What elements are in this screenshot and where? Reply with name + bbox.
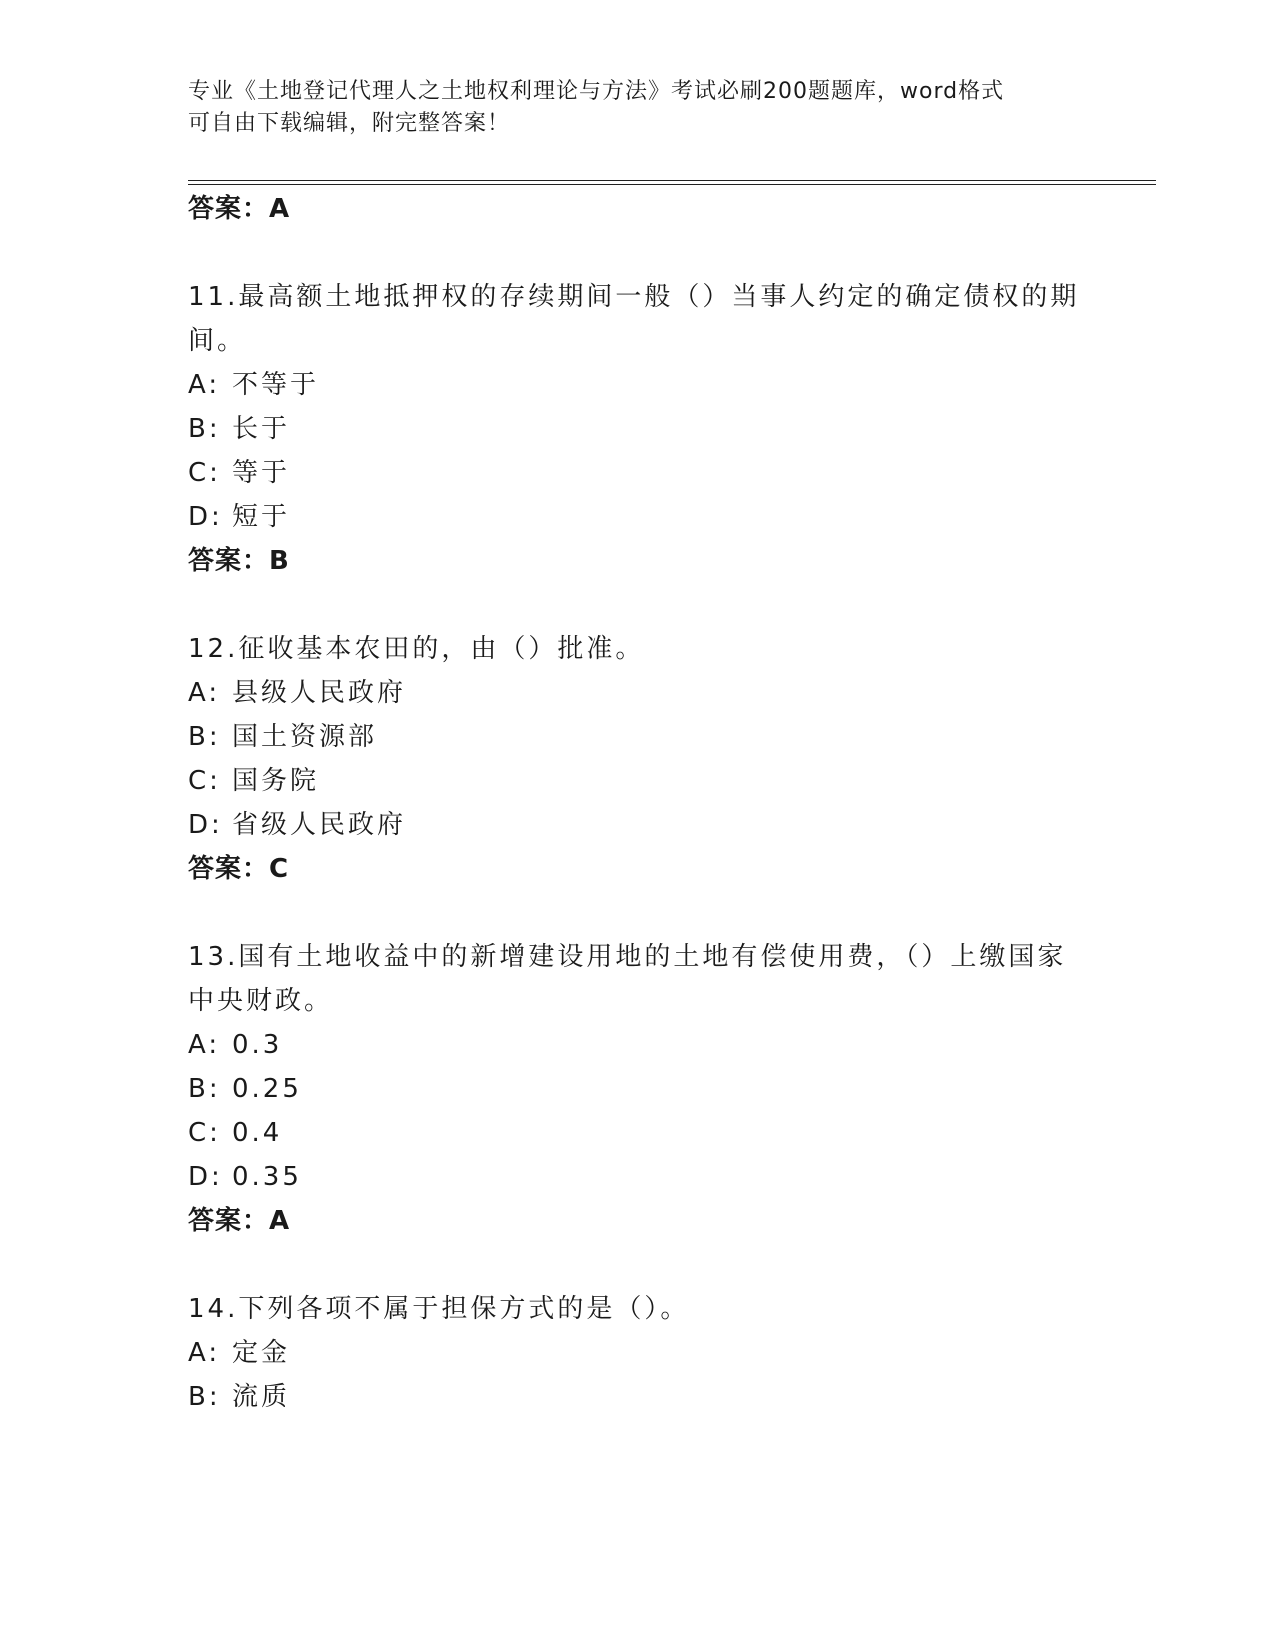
option-text: 长于 [232,414,291,444]
option-key: C: [188,458,221,488]
option-text: 国土资源部 [232,722,378,752]
question-13-text-line-1: 13.国有土地收益中的新增建设用地的土地有偿使用费，（）上缴国家 [188,942,1067,972]
question-14-option-a [188,1336,290,1370]
option-key: B: [188,414,221,444]
option-key: D: [188,1162,223,1192]
document-header [188,76,1068,140]
answer-label: 答案：A [188,194,291,224]
option-text: 0.3 [232,1030,283,1060]
option-key: A: [188,1338,221,1368]
option-text: 短于 [232,502,291,532]
option-key: B: [188,722,221,752]
question-12-option-c [188,764,319,798]
header-divider-bottom [188,184,1156,185]
header-line-2: 可自由下载编辑，附完整答案！ [188,111,511,136]
question-11-option-a [188,368,319,402]
question-13-option-b [188,1072,302,1106]
option-text: 0.25 [232,1074,302,1104]
question-11-answer: 答案：B [188,546,290,576]
option-text: 定金 [232,1338,291,1368]
question-12-option-d [188,808,406,842]
option-key: C: [188,766,221,796]
question-13-text-line-2: 中央财政。 [188,986,334,1016]
question-11-option-b [188,412,290,446]
option-text: 国务院 [232,766,320,796]
question-11-option-c [188,456,290,490]
question-12-option-b [188,720,377,754]
question-11-text-line-2: 间。 [188,326,247,356]
option-key: D: [188,810,223,840]
option-key: A: [188,370,221,400]
option-key: A: [188,678,221,708]
option-text: 省级人民政府 [232,810,407,840]
option-text: 县级人民政府 [232,678,407,708]
option-key: B: [188,1074,221,1104]
question-12-answer: 答案：C [188,854,290,884]
option-key: C: [188,1118,221,1148]
question-14-text-line-1: 14.下列各项不属于担保方式的是（）。 [188,1294,690,1324]
question-12-text-line-1: 12.征收基本农田的，由（）批准。 [188,634,645,664]
option-text: 0.4 [232,1118,283,1148]
option-text: 不等于 [232,370,320,400]
question-13-option-c [188,1116,282,1150]
question-12-option-a [188,676,406,710]
question-13-option-d [188,1160,302,1194]
option-text: 0.35 [232,1162,302,1192]
option-key: A: [188,1030,221,1060]
question-13-option-a [188,1028,282,1062]
question-11-text-line-1: 11.最高额土地抵押权的存续期间一般（）当事人约定的确定债权的期 [188,282,1080,312]
option-key: D: [188,502,223,532]
question-13-answer: 答案：A [188,1206,291,1236]
option-key: B: [188,1382,221,1412]
question-11-option-d [188,500,290,534]
option-text: 流质 [232,1382,291,1412]
question-14-option-b [188,1380,290,1414]
header-divider-top [188,180,1156,181]
option-text: 等于 [232,458,291,488]
header-line-1: 专业《土地登记代理人之土地权利理论与方法》考试必刷200题题库，word格式 [188,79,1005,104]
